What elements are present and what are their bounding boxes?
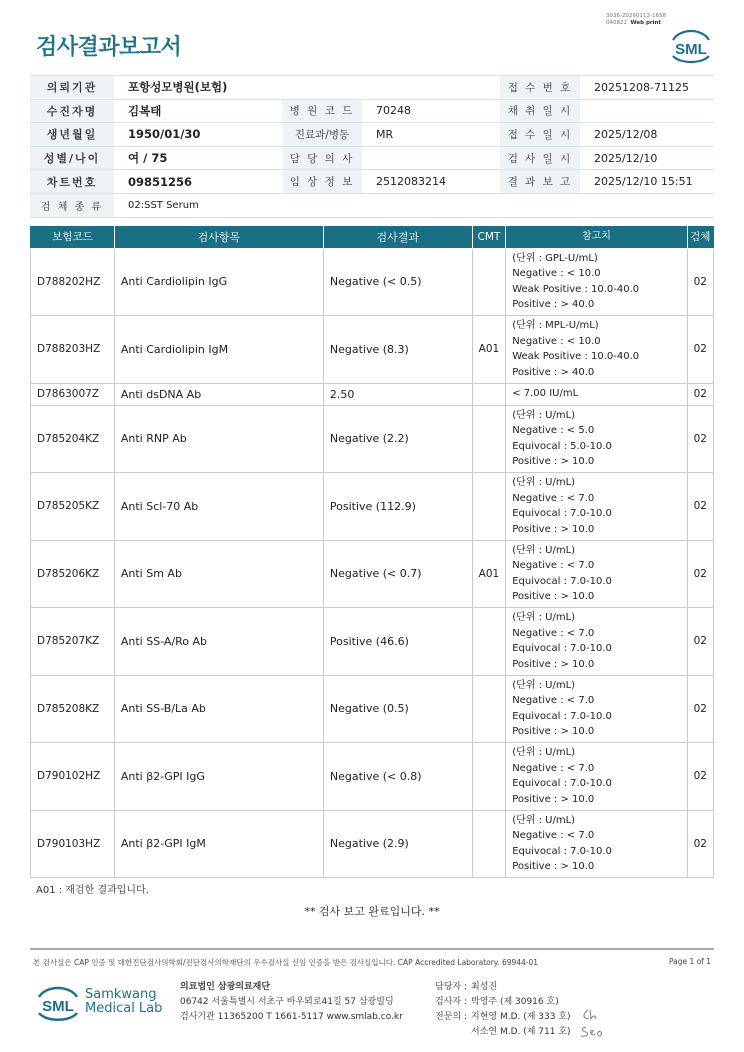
reference-cell	[506, 383, 687, 405]
doctor-label: 담 당 의 사	[282, 146, 362, 170]
table-row	[31, 383, 714, 405]
item-cell: Anti Cardiolipin IgM	[114, 316, 323, 384]
header-ref: 참고치	[506, 226, 687, 248]
code-cell: D785204KZ	[31, 405, 115, 473]
reference-line: Positive : > 10.0	[512, 861, 595, 873]
specimen-label: 검 체 종 류	[30, 193, 114, 217]
receipt-no-value: 20251208-71125	[580, 76, 714, 100]
info-row	[30, 170, 714, 194]
specimen-cell: 02	[687, 248, 713, 316]
clinical-label: 임 상 정 보	[282, 170, 362, 194]
reference-line: (단위 : U/mL)	[512, 747, 576, 759]
result-cell: Negative (< 0.8)	[323, 743, 472, 811]
specimen-cell: 02	[687, 405, 713, 473]
footer-brand	[85, 988, 162, 1016]
reference-cell	[506, 405, 687, 473]
patient-value: 김복태	[114, 99, 282, 123]
info-row	[30, 99, 714, 123]
completion-notice: ** 검사 보고 완료입니다. **	[304, 905, 440, 918]
cmt-note: A01 : 재검한 결과입니다.	[36, 885, 149, 896]
info-row	[30, 123, 714, 147]
manager-value: 최성진	[471, 982, 498, 992]
table-row	[31, 608, 714, 676]
chart-label: 차트번호	[30, 170, 114, 194]
organization-info	[180, 980, 403, 1025]
specimen-cell: 02	[687, 608, 713, 676]
reference-line: Equivocal : 5.0-10.0	[512, 440, 612, 452]
collect-date-value	[580, 99, 714, 123]
patient-label: 수진자명	[30, 99, 114, 123]
table-row	[31, 540, 714, 608]
reference-line: Positive : > 40.0	[512, 366, 595, 378]
reference-line: (단위 : GPL-U/mL)	[512, 252, 598, 264]
info-row	[30, 76, 714, 100]
print-meta	[606, 13, 666, 27]
specimen-cell: 02	[687, 540, 713, 608]
table-row	[31, 473, 714, 541]
reference-cell	[506, 248, 687, 316]
specimen-cell: 02	[687, 316, 713, 384]
reference-line: Negative : < 10.0	[512, 268, 601, 280]
specimen-value: 02:SST Serum	[114, 193, 714, 217]
print-meta-label: Web print	[630, 20, 662, 26]
header-item: 검사항목	[114, 226, 323, 248]
cmt-cell	[472, 248, 506, 316]
tester-value: 박영주 (제 30916 호)	[471, 997, 559, 1007]
reference-line: (단위 : MPL-U/mL)	[512, 320, 599, 332]
dept-value: MR	[362, 123, 500, 147]
reference-line: Negative : < 7.0	[512, 560, 595, 572]
header-code: 보험코드	[31, 226, 115, 248]
header-cmt: CMT	[472, 226, 506, 248]
cmt-cell	[472, 743, 506, 811]
reference-line: Negative : < 7.0	[512, 762, 595, 774]
result-cell: Positive (112.9)	[323, 473, 472, 541]
requester-value: 포항성모병원(보험)	[114, 76, 500, 100]
code-cell: D788202HZ	[31, 248, 115, 316]
result-cell: Negative (< 0.7)	[323, 540, 472, 608]
item-cell: Anti SS-B/La Ab	[114, 675, 323, 743]
hospital-code-label: 병 원 코 드	[282, 99, 362, 123]
reference-line: Positive : > 40.0	[512, 299, 595, 311]
reference-cell	[506, 608, 687, 676]
reference-line: Equivocal : 7.0-10.0	[512, 778, 612, 790]
sex-age-label: 성별/나이	[30, 146, 114, 170]
chart-value: 09851256	[114, 170, 282, 194]
sml-logo	[668, 26, 714, 64]
cmt-cell	[472, 608, 506, 676]
reference-line: Equivocal : 7.0-10.0	[512, 575, 612, 587]
item-cell: Anti Scl-70 Ab	[114, 473, 323, 541]
dob-value: 1950/01/30	[114, 123, 282, 147]
sex-age-value: 여 / 75	[114, 146, 282, 170]
report-label: 결 과 보 고	[500, 170, 580, 194]
code-cell: D788203HZ	[31, 316, 115, 384]
print-meta-line1: 3036-20260113-1658	[606, 13, 666, 19]
brand-line1: Samkwang	[85, 987, 157, 1002]
table-row	[31, 675, 714, 743]
reference-line: Equivocal : 7.0-10.0	[512, 845, 612, 857]
page-number: Page 1 of 1	[669, 957, 712, 966]
reference-line: Equivocal : 7.0-10.0	[512, 643, 612, 655]
code-cell: D790102HZ	[31, 743, 115, 811]
results-header-row	[31, 226, 714, 248]
item-cell: Anti RNP Ab	[114, 405, 323, 473]
tester-label: 검사자 :	[435, 997, 467, 1007]
expert-value-1: 지현영 M.D. (제 333 호)	[471, 1012, 571, 1022]
info-row	[30, 146, 714, 170]
reference-line: (단위 : U/mL)	[512, 409, 576, 421]
table-row	[31, 405, 714, 473]
result-cell: Negative (2.9)	[323, 810, 472, 878]
cmt-cell	[472, 675, 506, 743]
code-cell: D790103HZ	[31, 810, 115, 878]
dob-label: 생년월일	[30, 123, 114, 147]
report-value: 2025/12/10 15:51	[580, 170, 714, 194]
org-address: 06742 서울특별시 서초구 바우뫼로41길 57 삼광빌딩	[180, 997, 394, 1007]
results-table	[30, 226, 714, 878]
reference-line: Negative : < 10.0	[512, 335, 601, 347]
reference-line: (단위 : U/mL)	[512, 612, 576, 624]
brand-line2: Medical Lab	[85, 1001, 163, 1016]
table-row	[31, 316, 714, 384]
reference-cell	[506, 316, 687, 384]
table-row	[31, 810, 714, 878]
reference-line: Negative : < 7.0	[512, 627, 595, 639]
header-result: 검사결과	[323, 226, 472, 248]
certification-text: 본 검사실은 CAP 인증 및 대한진단검사의학회/진단검사의학재단의 우수검사실 신임 인증을 받은 검사실입니다. CAP Accredited Laboratory. 69944-01	[33, 958, 539, 967]
item-cell: Anti Sm Ab	[114, 540, 323, 608]
cmt-cell: A01	[472, 316, 506, 384]
cmt-cell	[472, 383, 506, 405]
print-meta-id: 040822	[606, 20, 627, 26]
patient-info-table	[30, 75, 714, 218]
org-name: 의료법인 삼광의료재단	[180, 982, 271, 992]
reference-line: Positive : > 10.0	[512, 658, 595, 670]
reference-line: (단위 : U/mL)	[512, 814, 576, 826]
item-cell: Anti β2-GPI IgM	[114, 810, 323, 878]
expert-value-2: 서소연 M.D. (제 711 호)	[471, 1027, 571, 1037]
reference-line: Positive : > 10.0	[512, 726, 595, 738]
cmt-cell	[472, 473, 506, 541]
result-cell: Negative (8.3)	[323, 316, 472, 384]
manager-label: 담당자 :	[435, 982, 467, 992]
code-cell: D785208KZ	[31, 675, 115, 743]
result-cell: Negative (2.2)	[323, 405, 472, 473]
specimen-cell: 02	[687, 383, 713, 405]
sml-footer-logo	[36, 982, 80, 1022]
reference-line: Positive : > 10.0	[512, 793, 595, 805]
dept-label: 진료과/병동	[282, 123, 362, 147]
header-spec: 검체	[687, 226, 713, 248]
code-cell: D785206KZ	[31, 540, 115, 608]
reference-line: Weak Positive : 10.0-40.0	[512, 283, 640, 295]
reference-cell	[506, 810, 687, 878]
page-title: 검사결과보고서	[36, 35, 182, 60]
result-cell: Positive (46.6)	[323, 608, 472, 676]
reference-line: < 7.00 IU/mL	[512, 388, 579, 400]
reference-line: Positive : > 10.0	[512, 591, 595, 603]
expert-label: 전문의 :	[435, 1012, 467, 1022]
cmt-cell	[472, 405, 506, 473]
item-cell: Anti Cardiolipin IgG	[114, 248, 323, 316]
reference-line: Positive : > 10.0	[512, 523, 595, 535]
table-row	[31, 248, 714, 316]
result-cell: 2.50	[323, 383, 472, 405]
reference-cell	[506, 675, 687, 743]
reference-line: Equivocal : 7.0-10.0	[512, 508, 612, 520]
hospital-code-value: 70248	[362, 99, 500, 123]
table-row	[31, 743, 714, 811]
code-cell: D785207KZ	[31, 608, 115, 676]
org-contact: 검사기관 11365200 T 1661-5117 www.smlab.co.kr	[180, 1012, 403, 1022]
specimen-cell: 02	[687, 473, 713, 541]
reference-line: Negative : < 7.0	[512, 695, 595, 707]
specimen-cell: 02	[687, 810, 713, 878]
reference-line: Negative : < 7.0	[512, 830, 595, 842]
reference-line: Positive : > 10.0	[512, 456, 595, 468]
item-cell: Anti β2-GPI IgG	[114, 743, 323, 811]
receipt-date-label: 접 수 일 시	[500, 123, 580, 147]
test-date-value: 2025/12/10	[580, 146, 714, 170]
info-row	[30, 193, 714, 217]
test-date-label: 검 사 일 시	[500, 146, 580, 170]
clinical-value: 2512083214	[362, 170, 500, 194]
receipt-date-value: 2025/12/08	[580, 123, 714, 147]
result-cell: Negative (< 0.5)	[323, 248, 472, 316]
cmt-cell	[472, 810, 506, 878]
specimen-cell: 02	[687, 743, 713, 811]
footer-divider	[30, 948, 714, 950]
item-cell: Anti SS-A/Ro Ab	[114, 608, 323, 676]
reference-line: (단위 : U/mL)	[512, 679, 576, 691]
reference-line: Equivocal : 7.0-10.0	[512, 710, 612, 722]
doctor-value	[362, 146, 500, 170]
reference-line: (단위 : U/mL)	[512, 544, 576, 556]
staff-info	[429, 980, 571, 1040]
requester-label: 의뢰기관	[30, 76, 114, 100]
reference-line: (단위 : U/mL)	[512, 477, 576, 489]
result-cell: Negative (0.5)	[323, 675, 472, 743]
reference-cell	[506, 473, 687, 541]
receipt-no-label: 접 수 번 호	[500, 76, 580, 100]
reference-line: Negative : < 7.0	[512, 492, 595, 504]
svg-text:SML: SML	[675, 41, 707, 58]
reference-line: Weak Positive : 10.0-40.0	[512, 351, 640, 363]
code-cell: D785205KZ	[31, 473, 115, 541]
svg-text:SML: SML	[42, 998, 74, 1015]
cmt-cell: A01	[472, 540, 506, 608]
collect-date-label: 채 취 일 시	[500, 99, 580, 123]
reference-cell	[506, 743, 687, 811]
signature-image	[578, 1006, 608, 1040]
reference-cell	[506, 540, 687, 608]
item-cell: Anti dsDNA Ab	[114, 383, 323, 405]
code-cell: D7863007Z	[31, 383, 115, 405]
specimen-cell: 02	[687, 675, 713, 743]
reference-line: Negative : < 5.0	[512, 425, 595, 437]
